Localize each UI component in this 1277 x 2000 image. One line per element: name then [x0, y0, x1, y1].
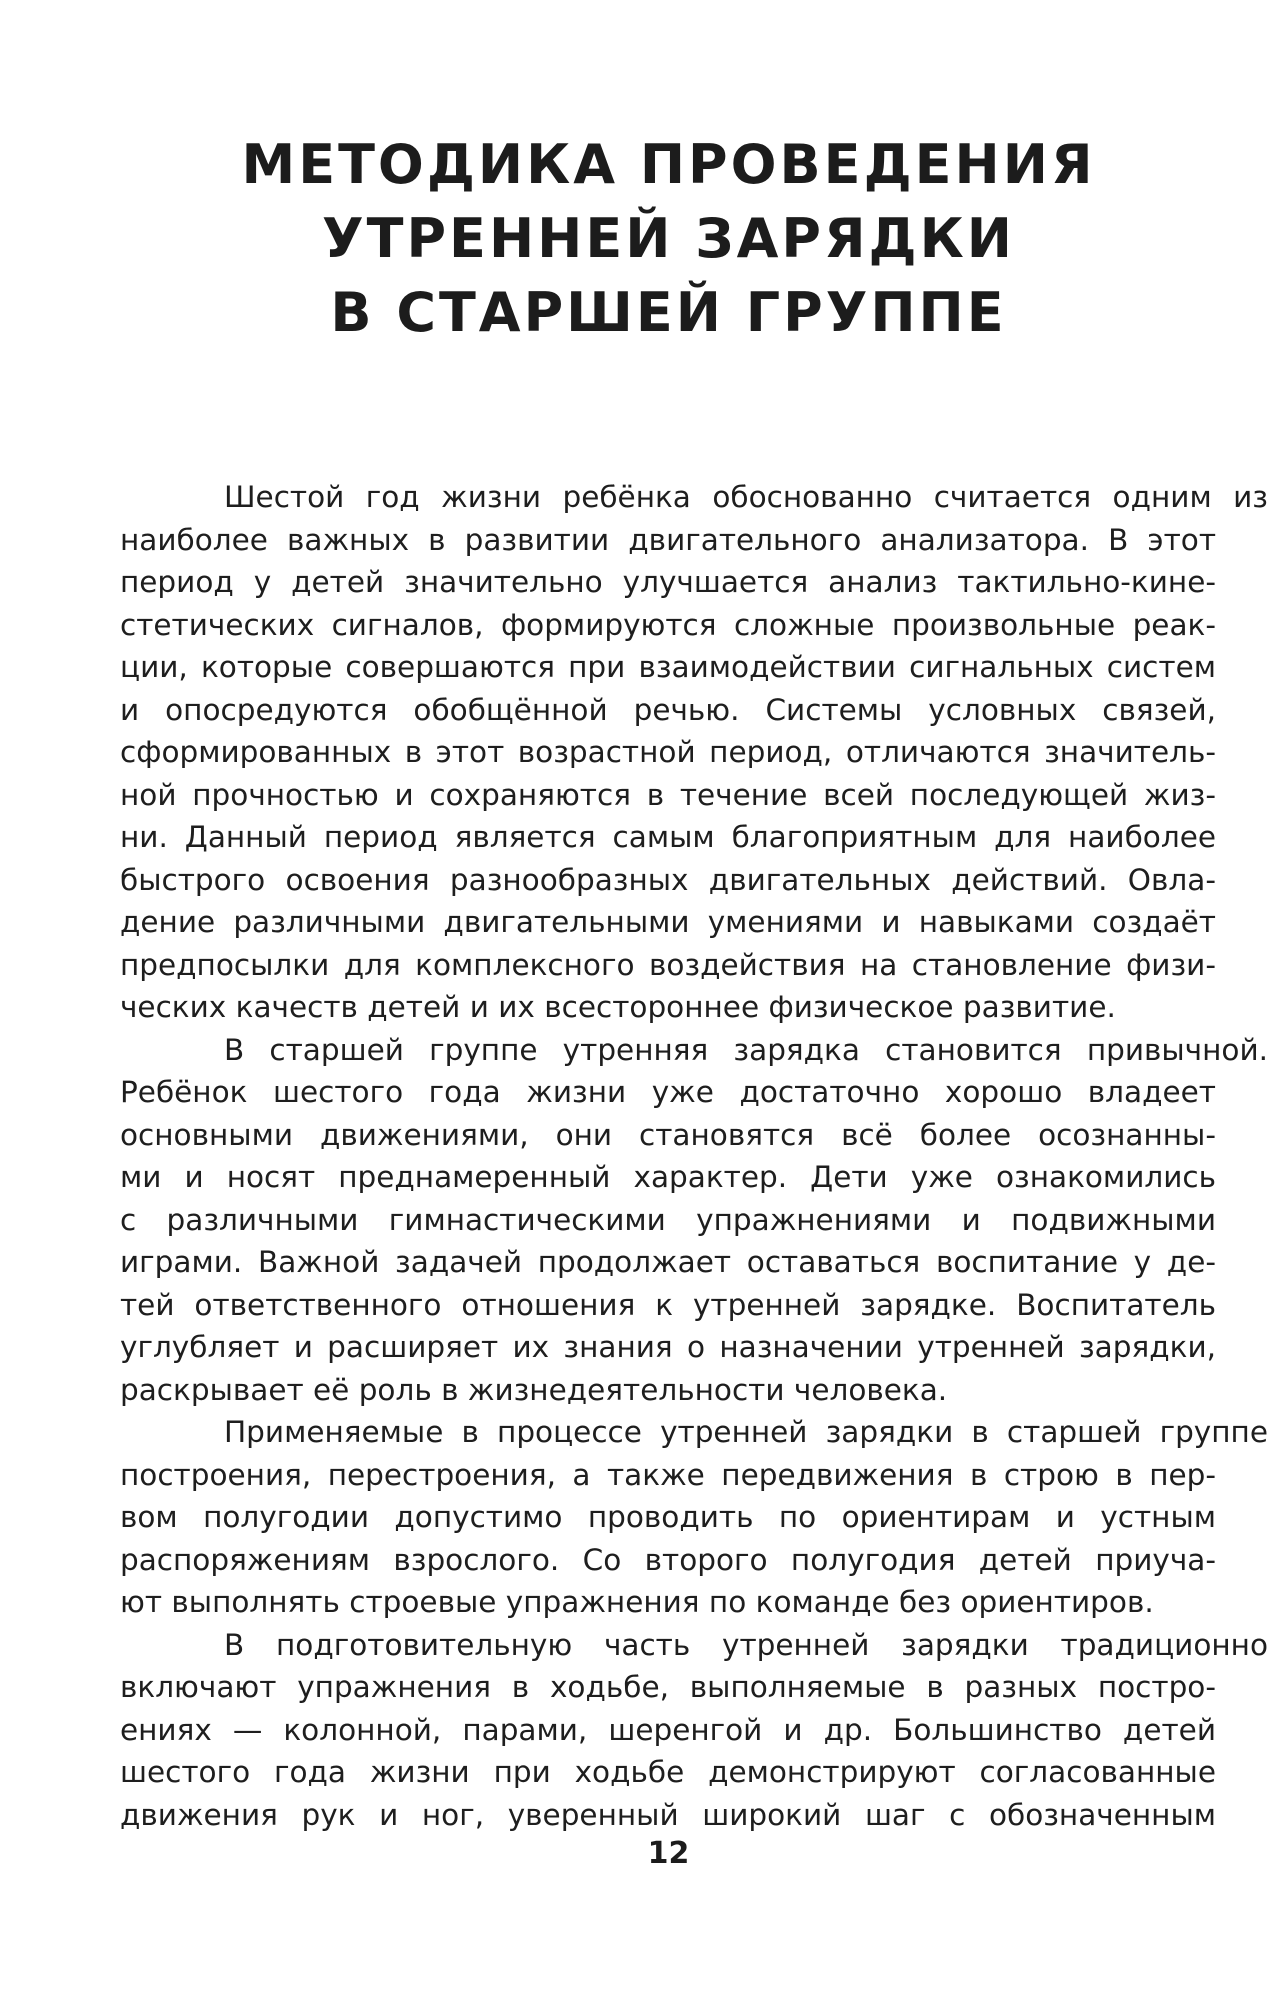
text-line: ениях — колонной, парами, шеренгой и др. Большинство детей — [120, 1712, 1216, 1747]
text-line: ции, которые совершаются при взаимодействии сигнальных систем — [120, 650, 1216, 684]
text-line: Применяемые в процессе утренней зарядки в старшей группе — [224, 1415, 1268, 1449]
text-line: наиболее важных в развитии двигательного анализатора. В этот — [120, 522, 1216, 557]
text-line: предпосылки для комплексного воздействия на становление физи- — [120, 947, 1216, 982]
chapter-title-line-3: В СТАРШЕЙ ГРУППЕ — [330, 281, 1007, 344]
text-line: шестого года жизни при ходьбе демонстрируют согласованные — [120, 1755, 1216, 1789]
chapter-title-line-1: МЕТОДИКА ПРОВЕДЕНИЯ — [241, 133, 1096, 196]
chapter-title-line-2: УТРЕННЕЙ ЗАРЯДКИ — [322, 207, 1015, 270]
text-line: играми. Важной задачей продолжает оставаться воспитание у де- — [120, 1245, 1216, 1279]
text-line: тей ответственного отношения к утренней зарядке. Воспитатель — [120, 1287, 1216, 1322]
text-line: основными движениями, они становятся всё более осознанны- — [120, 1117, 1216, 1152]
text-line: с различными гимнастическими упражнениями и подвижными — [120, 1202, 1216, 1237]
text-line: раскрывает её роль в жизнедеятельности человека. — [120, 1372, 948, 1407]
body-text — [120, 476, 1268, 1836]
text-line: ческих качеств детей и их всестороннее физическое развитие. — [120, 990, 1116, 1024]
text-line: период у детей значительно улучшается анализ тактильно-кине- — [120, 565, 1216, 599]
text-line: построения, перестроения, а также передвижения в строю в пер- — [120, 1457, 1216, 1492]
text-line: сформированных в этот возрастной период, отличаются значитель- — [120, 735, 1216, 769]
text-line: ной прочностью и сохраняются в течение всей последующей жиз- — [120, 777, 1216, 812]
text-line: дение различными двигательными умениями и навыками создаёт — [120, 905, 1216, 939]
text-line: В подготовительную часть утренней зарядки традиционно — [224, 1627, 1268, 1662]
text-line: Ребёнок шестого года жизни уже достаточно хорошо владеет — [120, 1075, 1216, 1109]
text-line: ют выполнять строевые упражнения по команде без ориентиров. — [120, 1585, 1154, 1619]
text-line: Шестой год жизни ребёнка обоснованно считается одним из — [224, 480, 1268, 514]
text-line: стетических сигналов, формируются сложные произвольные реак- — [120, 607, 1216, 642]
chapter-title — [0, 128, 1277, 350]
text-line: ни. Данный период является самым благоприятным для наиболее — [120, 820, 1216, 854]
text-line: вом полугодии допустимо проводить по ориентирам и устным — [120, 1500, 1216, 1534]
text-line: движения рук и ног, уверенный широкий шаг с обозначенным — [120, 1797, 1216, 1832]
text-line: и опосредуются обобщённой речью. Системы условных связей, — [120, 692, 1216, 727]
text-line: быстрого освоения разнообразных двигательных действий. Овла- — [120, 862, 1216, 897]
text-line: распоряжениям взрослого. Со второго полугодия детей приуча- — [120, 1542, 1216, 1577]
text-line: ми и носят преднамеренный характер. Дети уже ознакомились — [120, 1160, 1216, 1194]
text-line: углубляет и расширяет их знания о назначении утренней зарядки, — [120, 1330, 1216, 1364]
page-number: 12 — [647, 1836, 690, 1871]
text-line: включают упражнения в ходьбе, выполняемые в разных постро- — [120, 1670, 1216, 1704]
text-line: В старшей группе утренняя зарядка становится привычной. — [224, 1032, 1268, 1067]
